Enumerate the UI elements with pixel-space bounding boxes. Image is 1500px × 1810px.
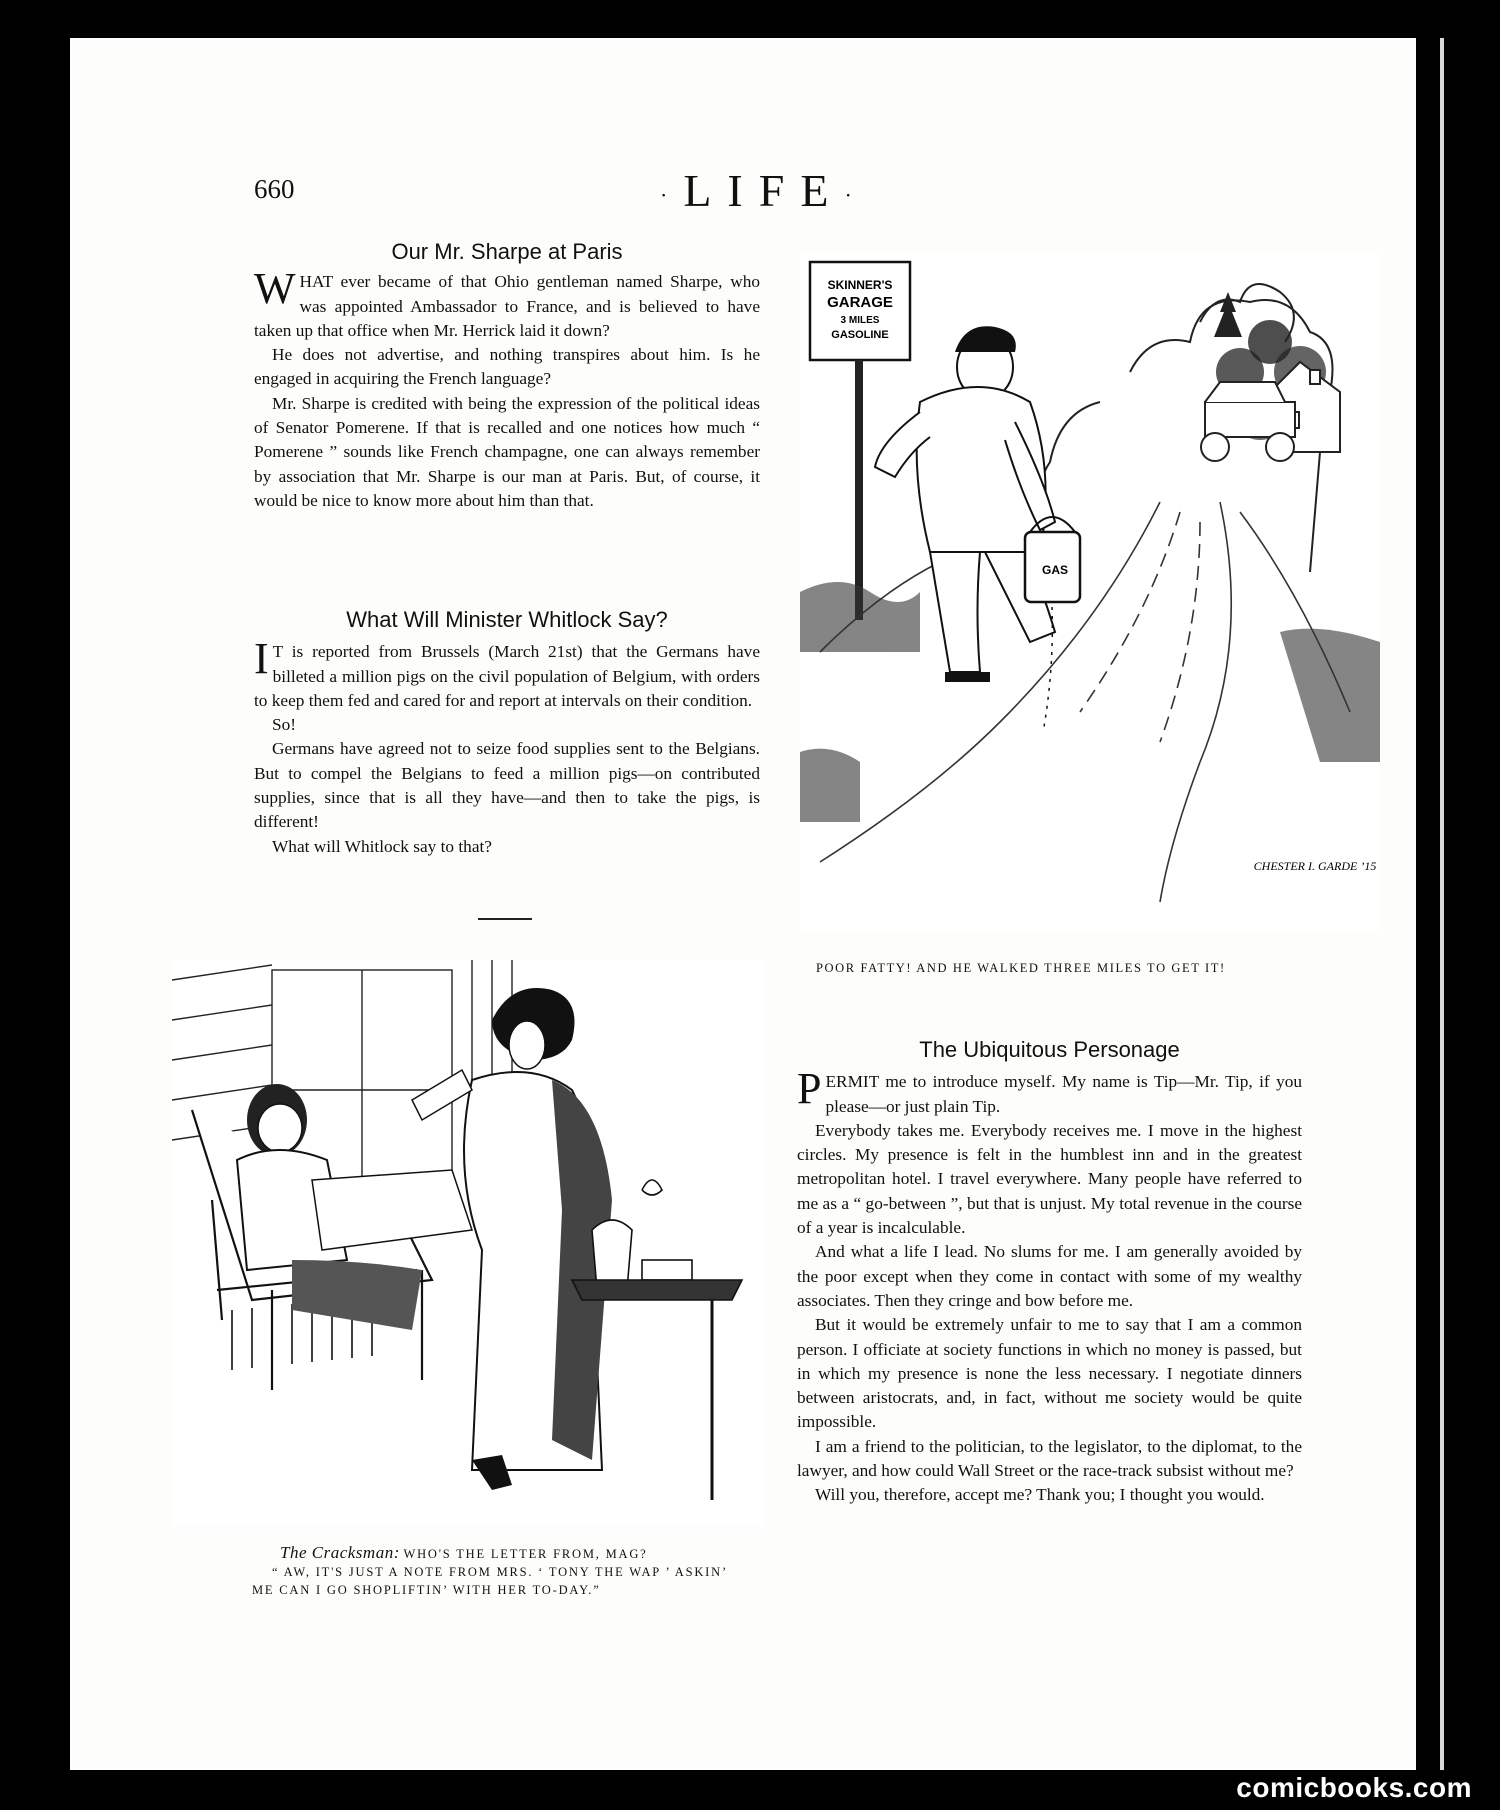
section-divider bbox=[478, 918, 532, 920]
next-page-edge bbox=[1428, 38, 1500, 1770]
bottom-band bbox=[0, 1770, 1500, 1810]
drop-cap: I bbox=[254, 634, 269, 684]
sign-line: 3 MILES bbox=[840, 315, 880, 326]
article-paragraph: I am a friend to the politician, to the legislator, to the diplomat, to the lawyer, and how could Wall Street or the race-track subsist without me? bbox=[797, 1436, 1302, 1481]
caption-question: WHO'S THE LETTER FROM, MAG? bbox=[403, 1547, 648, 1561]
cracksman-illustration bbox=[172, 960, 764, 1526]
cracksman-caption bbox=[252, 1544, 772, 1599]
masthead-dot: · bbox=[660, 182, 684, 208]
article-whitlock bbox=[254, 608, 760, 859]
garage-illustration bbox=[800, 252, 1380, 932]
masthead-title: LIFE bbox=[683, 165, 845, 216]
article-paragraph: Everybody takes me. Everybody receives me. I move in the highest circles. My presence is felt in the humblest inn and in the greatest metropolitan hotel. I travel everywhere. Many people have referred to me as a “ go-between ”, but that is unjust. My total revenue in the course of a year is incalculable. bbox=[797, 1120, 1302, 1238]
garage-caption: POOR FATTY! AND HE WALKED THREE MILES TO GET IT! bbox=[816, 961, 1226, 975]
watermark: comicbooks.com bbox=[1236, 1772, 1472, 1803]
garage-cartoon bbox=[800, 252, 1380, 932]
article-paragraph: PERMIT me to introduce myself. My name is Tip—Mr. Tip, if you please—or just plain Tip. bbox=[797, 1064, 1302, 1116]
sign-line: GASOLINE bbox=[831, 329, 889, 341]
article-paragraph: Will you, therefore, accept me? Thank you; I thought you would. bbox=[815, 1485, 1265, 1505]
article-tip bbox=[797, 1038, 1302, 1508]
can-label: GAS bbox=[1041, 563, 1069, 577]
fat-man-figure bbox=[875, 326, 1080, 727]
article-paragraph: WHAT ever became of that Ohio gentleman named Sharpe, who was appointed Ambassador to France, and is believed to have taken up that office when Mr. Herrick laid it down? bbox=[254, 264, 760, 340]
article-sharpe bbox=[254, 240, 760, 513]
page-number: 660 bbox=[254, 174, 295, 204]
caption-speaker: The Cracksman: bbox=[280, 1543, 400, 1562]
article-paragraph: I T is reported from Brussels (March 21st) that the Germans have billeted a million pigs on the civil population of Belgium, with orders to keep them fed and cared for and report at intervals on their condition. bbox=[254, 634, 760, 710]
article-paragraph: So! bbox=[272, 715, 297, 735]
sign-line: GARAGE bbox=[827, 294, 893, 311]
article-paragraph: But it would be extremely unfair to me to say that I am a common person. I officiate at society functions in which no money is passed, but in which my presence is none the less necessary. I negotiate dinners between aristocrats, and, in fact, without me society would be quite impossible. bbox=[797, 1315, 1302, 1432]
article-paragraph: He does not advertise, and nothing transpires about him. Is he engaged in acquiring the French language? bbox=[254, 345, 760, 389]
article-paragraph: Germans have agreed not to seize food supplies sent to the Belgians. But to compel the Belgians to feed a million pigs—on contributed supplies, since that is all they have—and then to take the pigs, is different! bbox=[254, 739, 760, 832]
artist-signature: CHESTER I. GARDE ’15 bbox=[1253, 859, 1377, 873]
caption-line: ME CAN I GO SHOPLIFTIN’ WITH HER TO-DAY.” bbox=[252, 1583, 601, 1597]
masthead bbox=[660, 164, 868, 217]
article-paragraph: And what a life I lead. No slums for me. I am generally avoided by the poor except when they come in contact with some of my wealthy associates. Then they cringe and bow before me. bbox=[797, 1242, 1302, 1310]
article-title: What Will Minister Whitlock Say? bbox=[346, 607, 668, 632]
page-edge-strip bbox=[1440, 38, 1444, 1770]
sign-line: SKINNER'S bbox=[827, 278, 893, 292]
masthead-dot: · bbox=[844, 182, 868, 208]
drop-cap: P bbox=[797, 1064, 822, 1114]
cracksman-cartoon bbox=[172, 960, 764, 1526]
caption-line bbox=[252, 1544, 772, 1563]
drop-cap: W bbox=[254, 264, 296, 314]
sign-board bbox=[810, 262, 910, 360]
article-paragraph: Mr. Sharpe is credited with being the expression of the political ideas of Senator Pomerene. If that is recalled and one notices how much “ Pomerene ” sounds like French champagne, one can always remember by association that Mr. Sharpe is our man at Paris. But, of course, it would be nice to know more about him than that. bbox=[254, 393, 760, 510]
article-title: Our Mr. Sharpe at Paris bbox=[391, 239, 623, 264]
caption-line: “ AW, IT'S JUST A NOTE FROM MRS. ‘ TONY THE WAP ’ ASKIN’ bbox=[272, 1565, 728, 1579]
article-paragraph: What will Whitlock say to that? bbox=[272, 836, 492, 856]
article-title: The Ubiquitous Personage bbox=[919, 1037, 1180, 1062]
